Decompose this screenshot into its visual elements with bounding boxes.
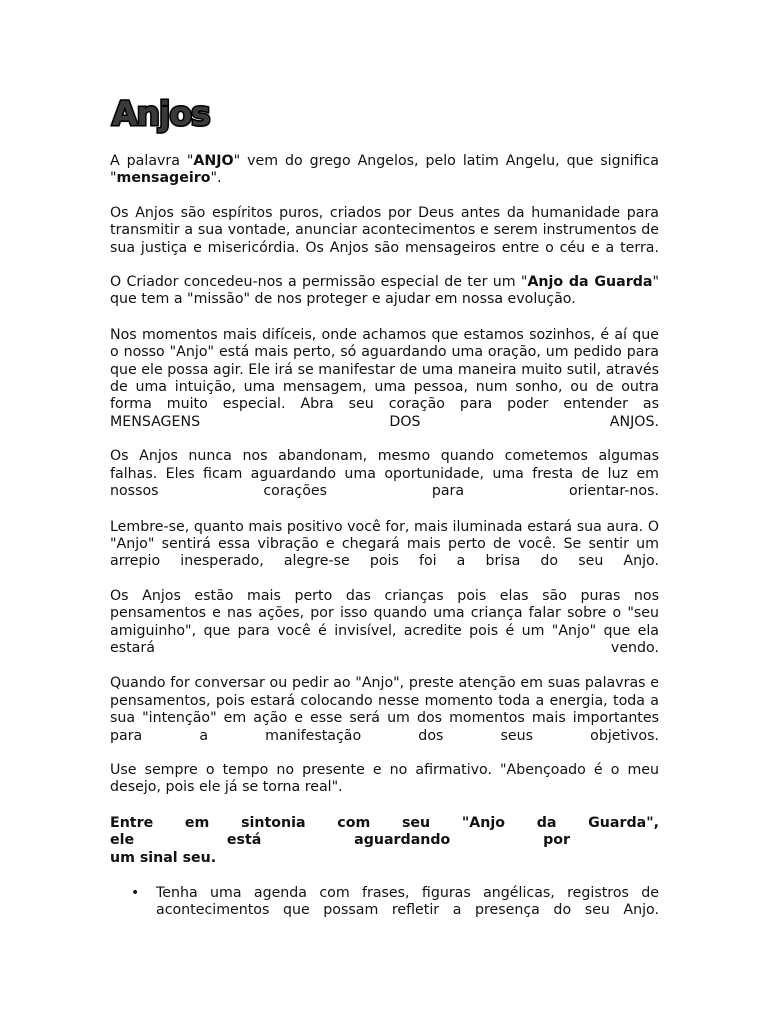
list-item <box>110 885 659 920</box>
bold-anjo-da-guarda: Anjo da Guarda <box>527 274 653 291</box>
paragraph-10-emphasis <box>110 815 659 867</box>
paragraph-9: Use sempre o tempo no presente e no afirmativo. "Abençoado é o meu desejo, pois ele já se torna real". <box>110 761 659 796</box>
bold-anjo: ANJO <box>193 153 234 169</box>
paragraph-8: Quando for conversar ou pedir ao "Anjo", preste atenção em suas palavras e pensamentos, pois estará colocando nesse momento toda a energia, toda a sua "intenção" em ação e esse será um dos momentos mais importantes para a manifestação dos seus objetivos. <box>110 675 659 744</box>
bullet-icon: • <box>131 885 140 901</box>
paragraph-3: O Criador concedeu-nos a permissão especial de ter um "Anjo da Guarda" que tem a "missão" de nos proteger e ajudar em nossa evolução. <box>110 274 659 308</box>
paragraph-5: Os Anjos nunca nos abandonam, mesmo quando cometemos algumas falhas. Eles ficam aguardando uma oportunidade, uma fresta de luz em nossos corações para orientar-nos. <box>110 448 659 500</box>
paragraph-4: Nos momentos mais difíceis, onde achamos que estamos sozinhos, é aí que o nosso "Anjo" está mais perto, só aguardando uma oração, um pedido para que ele possa agir. Ele irá se manifestar de uma maneira muito sutil, através de uma intuição, uma mensagem, uma pessoa, num sonho, ou de outra forma muito especial. Abra seu coração para poder entender as MENSAGENS DOS ANJOS. <box>110 326 659 430</box>
paragraph-1: A palavra "ANJO" vem do grego Angelos, pelo latim Angelu, que significa "mensageiro". <box>110 153 659 187</box>
list-item-text: Tenha uma agenda com frases, figuras angélicas, registros de acontecimentos que possam refletir a presença do seu Anjo. <box>156 885 659 919</box>
tips-list <box>110 885 659 920</box>
paragraph-6: Lembre-se, quanto mais positivo você for, mais iluminada estará sua aura. O "Anjo" sentirá essa vibração e chegará mais perto de você. Se sentir um arrepio inesperado, alegre-se pois foi a brisa do seu Anjo. <box>110 518 659 570</box>
paragraph-2: Os Anjos são espíritos puros, criados por Deus antes da humanidade para transmitir a sua vontade, anunciar acontecimentos e serem instrumentos de sua justiça e misericórdia. Os Anjos são mensageiros entre o céu e a terra. <box>110 204 659 256</box>
bold-mensageiro: mensageiro <box>116 170 211 187</box>
emphasis-line-2: ele está aguardando por <box>110 832 570 849</box>
paragraph-7: Os Anjos estão mais perto das crianças pois elas são puras nos pensamentos e nas ações, por isso quando uma criança falar sobre o "seu amiguinho", que para você é invisível, acredite pois é um "Anjo" que ela estará vendo. <box>110 587 659 656</box>
emphasis-line-3: um sinal seu. <box>110 849 217 866</box>
document-page <box>110 92 659 920</box>
page-title: Anjos <box>112 94 210 133</box>
emphasis-line-1: Entre em sintonia com seu "Anjo da Guarda", <box>110 814 659 831</box>
